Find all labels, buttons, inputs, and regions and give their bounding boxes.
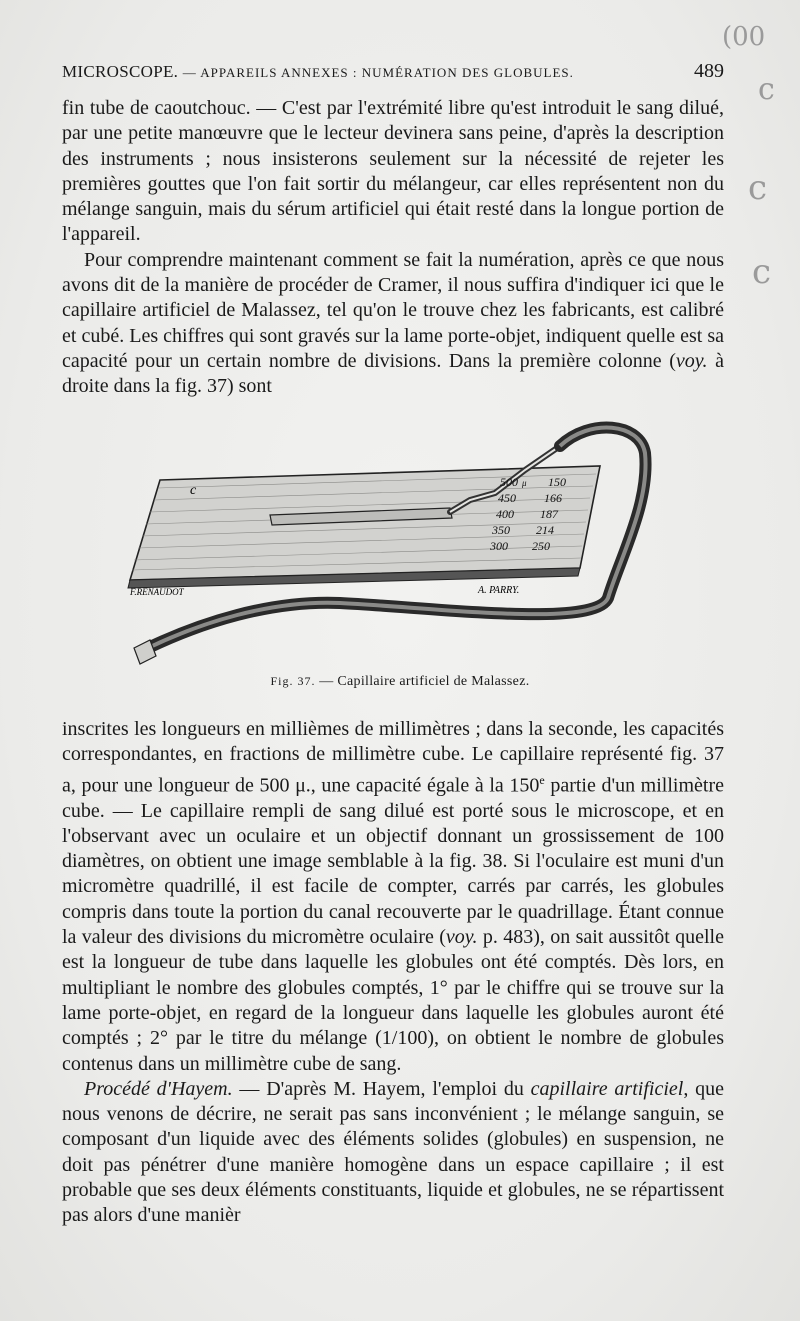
paragraph-3-text: inscrites les longueurs en millièmes de millimètres ; dans la seconde, les capacités correspondantes, en fractions de millimètre cube. Le capillaire représenté fig. 37 a, pour une longueur de 500 μ., une capacité égale à la 150 xyxy=(62,718,724,797)
calibration-length: 500 xyxy=(500,475,518,489)
mu-symbol: μ xyxy=(522,478,527,488)
slide-top xyxy=(130,466,600,580)
text-lower xyxy=(62,717,724,1229)
calibration-capacity: 166 xyxy=(544,491,562,505)
running-title-main: MICROSCOPE. xyxy=(62,62,179,81)
calibration-length: 300 xyxy=(490,539,508,553)
voy-ref: voy. xyxy=(675,349,708,372)
caption-fig-number: Fig. 37. xyxy=(270,674,316,688)
ordinal-superscript: e xyxy=(539,772,545,787)
section-lead: Procédé d'Hayem. xyxy=(84,1077,233,1100)
running-title xyxy=(62,62,574,82)
paragraph-3-end: p. 483), on sait aussitôt quelle est la longueur de tube dans laquelle les globules ont été comptés. Dès lors, en multipliant le nombre des globules comptés, 1° par le chiffre qui se trouve sur la lame porte-objet, en regard de la longueur dans laquelle les globules auront été comptés ; 2° par le titre du mélange (1/100), on obtient le nombre de globules contenus dans un millimètre cube de sang. xyxy=(62,926,724,1075)
calibration-length: 450 xyxy=(498,491,516,505)
running-title-rest: — APPAREILS ANNEXES : NUMÉRATION DES GLOBULES. xyxy=(182,65,574,80)
page-number: 489 xyxy=(694,60,724,82)
label-c: c xyxy=(190,483,197,498)
margin-note: c xyxy=(752,252,772,292)
paragraph-2-text: Pour comprendre maintenant comment se fait la numération, après ce que nous avons dit de la manière de procéder de Cramer, il nous suffira d'indiquer ici que le capillaire artificiel de Malassez, tel qu'on le trouve chez les fabricants, est calibré et cubé. Les chiffres qui sont gravés sur la lame porte-objet, indiquent quelle est sa capacité pour un certain nombre de divisions. Dans la première colonne ( xyxy=(62,248,724,372)
running-head xyxy=(62,60,724,90)
calibration-capacity: 250 xyxy=(532,539,550,553)
engraver-signature-right: A. PARRY. xyxy=(478,585,520,596)
margin-note: (00 xyxy=(722,22,766,52)
text-upper xyxy=(62,96,724,400)
paragraph-2 xyxy=(62,248,724,400)
margin-note: c xyxy=(758,72,775,107)
caption-text: — Capillaire artificiel de Malassez. xyxy=(315,674,530,689)
engraver-signature-left: F.RENAUDOT xyxy=(130,587,184,597)
paragraph-4-end: , que nous venons de décrire, ne serait pas sans inconvénient ; le mélange sanguin, se composant d'un liquide avec des éléments solides (globules) en suspension, ne doit pas pénétrer d'une manière homogène dans un espace capillaire ; il est probable que ses deux éléments constituants, liquide et globules, ne se répartissent pas alors d'une manièr xyxy=(62,1077,724,1227)
paragraph-2-end: à droite dans la fig. 37) sont xyxy=(62,349,724,398)
emphasis-capillaire: capillaire artificiel xyxy=(530,1077,684,1100)
paragraph-3 xyxy=(62,717,724,1077)
figure-37-illustration xyxy=(120,408,680,678)
paragraph-3-cont: partie d'un millimètre cube. — Le capillaire rempli de sang dilué est porté sous le microscope, et en l'observant avec un oculaire et un objectif donnant un grossissement de 100 diamètres, on obtient une image semblable à la fig. 38. Si l'oculaire est muni d'un micromètre quadrillé, il est facile de compter, carrés par carrés, les globules compris dans toute la portion du canal recouverte par le quadrillage. Étant connue la valeur des divisions du micromètre oculaire ( xyxy=(62,774,724,949)
figure-caption xyxy=(0,674,800,690)
voy-ref: voy. xyxy=(445,926,478,949)
margin-note: c xyxy=(748,168,768,208)
calibration-capacity: 150 xyxy=(548,475,566,489)
paragraph-4 xyxy=(62,1077,724,1229)
paragraph-1: fin tube de caoutchouc. — C'est par l'extrémité libre qu'est introduit le sang dilué, par une petite manœuvre que le lecteur devinera sans peine, d'après la description des instruments ; nous insisterons seulement sur la nécessité de rejeter les premières gouttes que l'on fait sortir du mélangeur, car elles représentent non du mélange sanguin, mais du sérum artificiel qui était resté dans la longue portion de l'appareil. xyxy=(62,97,724,246)
paragraph-4-text: — D'après M. Hayem, l'emploi du xyxy=(232,1077,531,1100)
calibration-length: 400 xyxy=(496,507,514,521)
calibration-length: 350 xyxy=(492,523,510,537)
calibration-capacity: 214 xyxy=(536,523,554,537)
calibration-capacity: 187 xyxy=(540,507,558,521)
